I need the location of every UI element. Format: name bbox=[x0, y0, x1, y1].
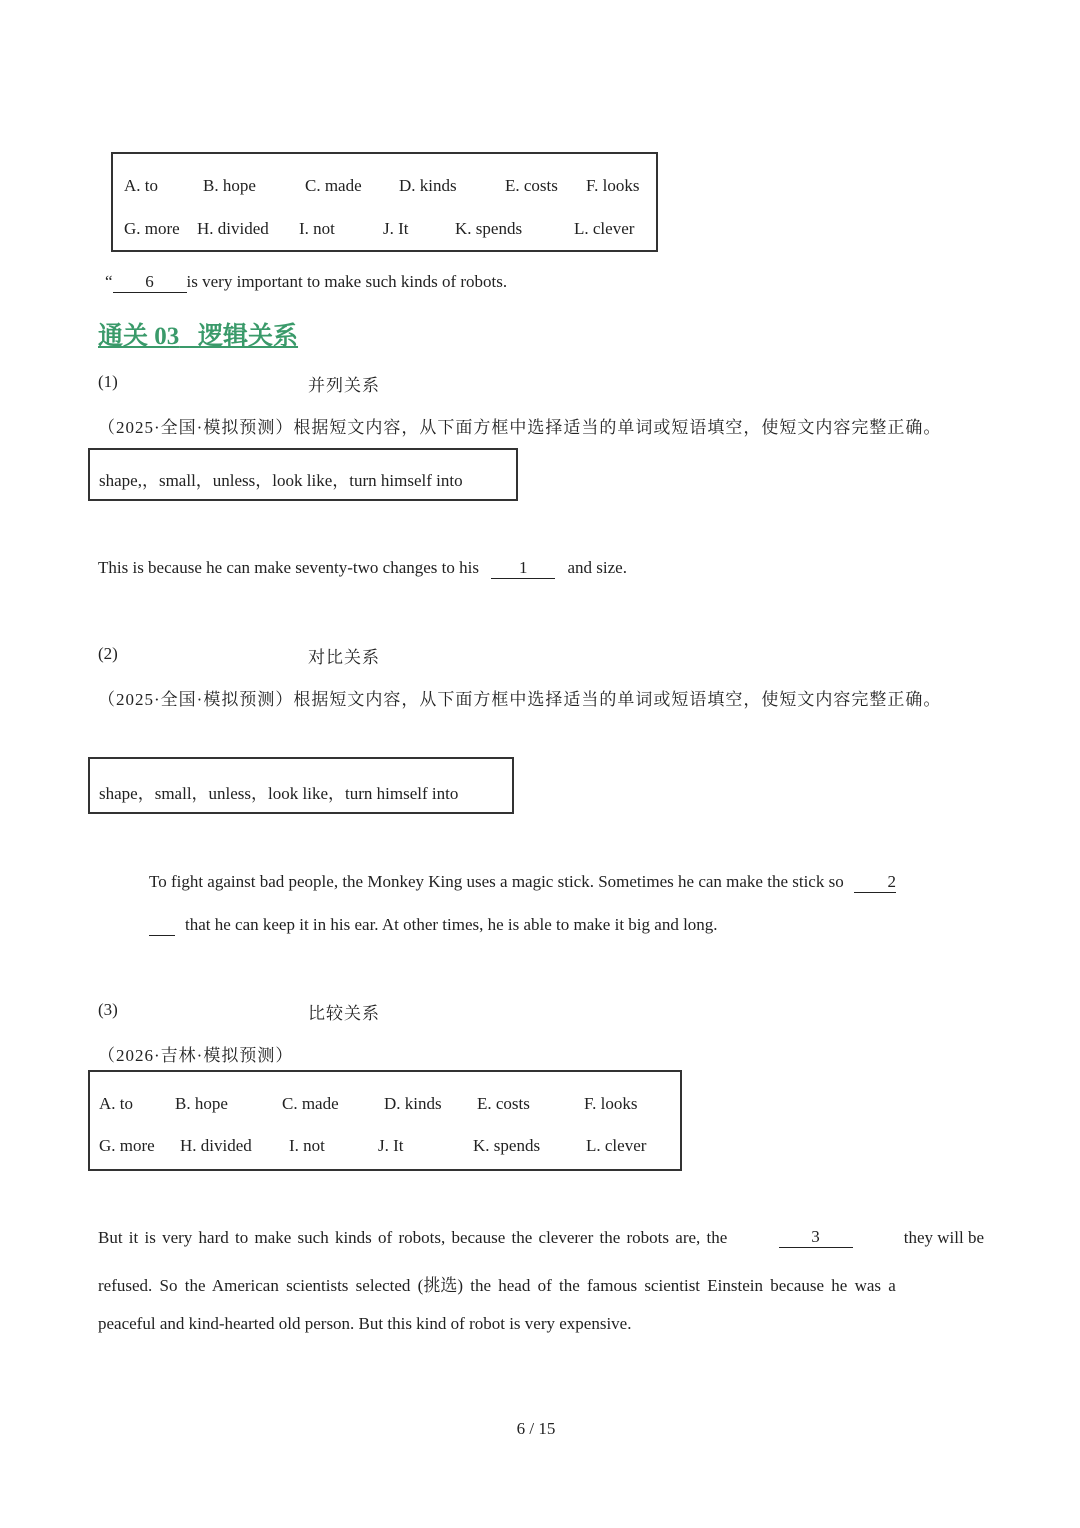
section-heading bbox=[98, 316, 298, 352]
q3-source: （2026·吉林·模拟预测） bbox=[98, 1046, 294, 1065]
option: I. not bbox=[289, 1136, 325, 1155]
option: A. to bbox=[99, 1094, 133, 1113]
sentence-6 bbox=[105, 272, 507, 293]
q3-line3: peaceful and kind-hearted old person. But this kind of robot is very expensive. bbox=[98, 1314, 632, 1333]
q1-words: shape,，small，unless，look like，turn himself into bbox=[99, 471, 463, 490]
option: B. hope bbox=[203, 176, 256, 195]
option: J. It bbox=[378, 1136, 404, 1155]
option: F. looks bbox=[586, 176, 640, 195]
q3-line2: refused. So the American scientists selected (挑选) the head of the famous scientist Einstein because he was a bbox=[98, 1276, 896, 1295]
option: G. more bbox=[124, 219, 180, 238]
option: C. made bbox=[305, 176, 362, 195]
blank-6: 6 bbox=[113, 273, 187, 293]
option: L. clever bbox=[586, 1136, 647, 1155]
quote-mark: “ bbox=[105, 272, 113, 291]
q1-word-box bbox=[88, 448, 518, 501]
q2-line2 bbox=[149, 915, 718, 936]
q1-number: (1) bbox=[98, 372, 118, 391]
text: But it is very hard to make such kinds of robots, because the cleverer the robots are, the bbox=[98, 1228, 728, 1247]
option: H. divided bbox=[180, 1136, 252, 1155]
option: G. more bbox=[99, 1136, 155, 1155]
sentence-text: is very important to make such kinds of robots. bbox=[186, 272, 508, 291]
option: A. to bbox=[124, 176, 158, 195]
q3-line1 bbox=[98, 1228, 984, 1248]
option: K. spends bbox=[455, 219, 523, 238]
blank-1: 1 bbox=[491, 559, 555, 579]
option: L. clever bbox=[574, 219, 635, 238]
page-number: 6 / 15 bbox=[516, 1419, 556, 1438]
q2-line1 bbox=[149, 872, 896, 893]
option: F. looks bbox=[584, 1094, 638, 1113]
heading-prefix: 通关 03 bbox=[98, 323, 180, 350]
text: To fight against bad people, the Monkey King uses a magic stick. Sometimes he can make the stick so bbox=[149, 872, 844, 891]
q1-type: 并列关系 bbox=[308, 376, 380, 395]
option: E. costs bbox=[505, 176, 558, 195]
q1-source: （2025·全国·模拟预测）根据短文内容，从下面方框中选择适当的单词或短语填空，使短文内容完整正确。 bbox=[98, 418, 942, 437]
option: H. divided bbox=[197, 219, 269, 238]
text: and size. bbox=[567, 558, 627, 577]
option: C. made bbox=[282, 1094, 339, 1113]
q2-number: (2) bbox=[98, 644, 118, 663]
q1-sentence bbox=[98, 558, 627, 579]
blank-2: 2 bbox=[854, 873, 896, 893]
option: E. costs bbox=[477, 1094, 530, 1113]
option: D. kinds bbox=[399, 176, 457, 195]
option: J. It bbox=[383, 219, 409, 238]
option: I. not bbox=[299, 219, 335, 238]
blank-3: 3 bbox=[779, 1228, 853, 1248]
option: K. spends bbox=[473, 1136, 541, 1155]
q2-words: shape，small，unless，look like，turn himself into bbox=[99, 784, 459, 803]
q2-word-box bbox=[88, 757, 514, 814]
option: D. kinds bbox=[384, 1094, 442, 1113]
blank-2-cont bbox=[149, 916, 175, 936]
options-box-top bbox=[111, 152, 658, 252]
text: that he can keep it in his ear. At other times, he is able to make it big and long. bbox=[185, 915, 718, 934]
q3-type: 比较关系 bbox=[308, 1004, 380, 1023]
q3-options-box bbox=[88, 1070, 682, 1171]
q3-number: (3) bbox=[98, 1000, 118, 1019]
text: they will be bbox=[903, 1228, 984, 1247]
q2-type: 对比关系 bbox=[308, 648, 380, 667]
text: This is because he can make seventy-two changes to his bbox=[98, 558, 479, 577]
q2-source: （2025·全国·模拟预测）根据短文内容，从下面方框中选择适当的单词或短语填空，使短文内容完整正确。 bbox=[98, 690, 942, 709]
option: B. hope bbox=[175, 1094, 228, 1113]
heading-title: 逻辑关系 bbox=[198, 323, 299, 350]
